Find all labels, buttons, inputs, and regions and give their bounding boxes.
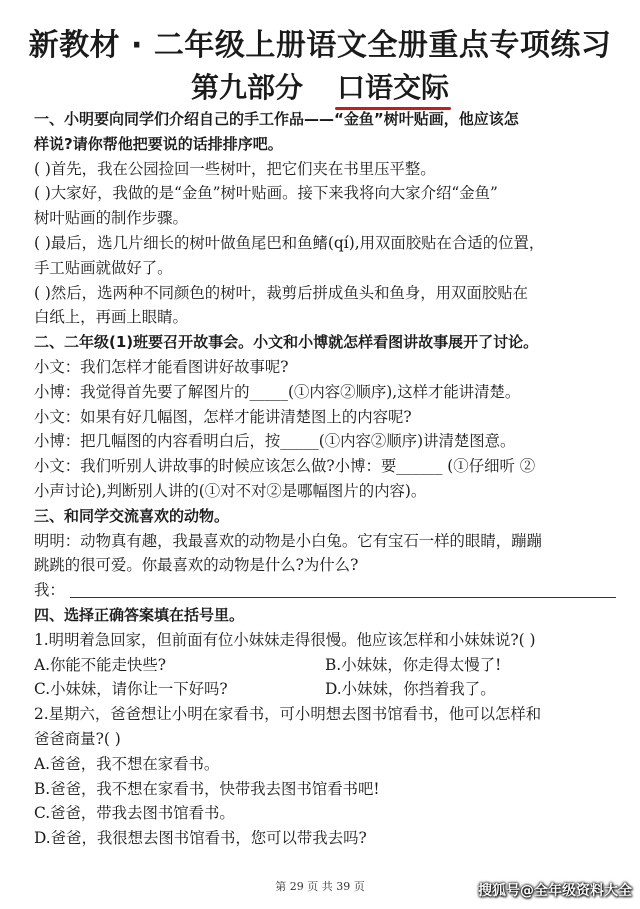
option-b: B.小妹妹，你走得太慢了! xyxy=(325,655,502,674)
sequence-item-cont: 白纸上，再画上眼睛。 xyxy=(34,308,188,327)
section-4-heading: 四、选择正确答案填在括号里。 xyxy=(34,605,245,624)
sequence-item: ( )首先，我在公园捡回一些树叶，把它们夹在书里压平整。 xyxy=(34,159,436,178)
question-1-options-row xyxy=(34,653,616,678)
dialogue-line: 小博：把几幅图的内容看明白后，按_____(①内容②顺序)讲清楚图意。 xyxy=(34,432,516,451)
sequence-item-cont: 手工贴画就做好了。 xyxy=(34,258,173,277)
section-1-heading: 一、小明要向同学们介绍自己的手工作品——“金鱼”树叶贴画，他应该怎 xyxy=(34,110,519,128)
dialogue-line: 小博：我觉得首先要了解图片的_____(①内容②顺序),这样才能讲清楚。 xyxy=(34,382,521,401)
option-b: B.爸爸，我不想在家看书，快带我去图书馆看书吧! xyxy=(34,779,380,798)
sequence-item: ( )然后，选两种不同颜色的树叶，裁剪后拼成鱼头和鱼身，用双面胶贴在 xyxy=(34,283,529,302)
question-1-options-row xyxy=(34,677,616,702)
option-d: D.小妹妹，你挡着我了。 xyxy=(325,680,496,699)
prompt-line-cont: 跳跳的很可爱。你最喜欢的动物是什么?为什么? xyxy=(34,556,359,575)
section-1-heading-cont: 样说?请你帮他把要说的话排排序吧。 xyxy=(34,134,283,153)
question-1: 1.明明着急回家，但前面有位小妹妹走得很慢。他应该怎样和小妹妹说?( ) xyxy=(34,630,536,649)
part-number: 第九部分 xyxy=(190,71,303,104)
part-topic: 口语交际 xyxy=(337,66,449,106)
section-2-heading: 二、二年级(1)班要召开故事会。小文和小博就怎样看图讲故事展开了讨论。 xyxy=(34,333,539,352)
watermark: 搜狐号@全年级资料大全 xyxy=(478,883,632,899)
option-a: A.你能不能走快些? xyxy=(34,655,166,674)
dialogue-line: 小文：我们怎样才能看图讲好故事呢? xyxy=(34,357,289,376)
answer-row xyxy=(34,578,616,603)
section-3-heading: 三、和同学交流喜欢的动物。 xyxy=(34,506,230,525)
answer-blank-line[interactable] xyxy=(70,597,616,598)
option-c: C.小妹妹，请你让一下好吗? xyxy=(34,680,228,699)
dialogue-line: 小文：我们听别人讲故事的时候应该怎么做?小博：要______ (①仔细听 ② xyxy=(34,457,536,476)
question-2-cont: 爸爸商量?( ) xyxy=(34,729,121,748)
document-title: 新教材 · 二年级上册语文全册重点专项练习 xyxy=(28,28,612,63)
dialogue-line-cont: 小声讨论),判断别人讲的(①对不对②是哪幅图片的内容)。 xyxy=(34,481,427,500)
option-c: C.爸爸，带我去图书馆看书。 xyxy=(34,804,235,823)
prompt-line: 明明：动物真有趣，我最喜欢的动物是小白兔。它有宝石一样的眼睛，蹦蹦 xyxy=(34,531,542,550)
option-d: D.爸爸，我很想去图书馆看书，您可以带我去吗? xyxy=(34,829,367,848)
sequence-item: ( )最后，选几片细长的树叶做鱼尾巴和鱼鳍(qí),用双面胶贴在合适的位置， xyxy=(34,233,545,252)
question-2: 2.星期六，爸爸想让小明在家看书，可小明想去图书馆看书，他可以怎样和 xyxy=(34,705,542,724)
dialogue-line: 小文：如果有好几幅图，怎样才能讲清楚图上的内容呢? xyxy=(34,407,412,426)
sequence-item-cont: 树叶贴画的制作步骤。 xyxy=(34,209,188,228)
sequence-item: ( )大家好，我做的是“金鱼”树叶贴画。接下来我将向大家介绍“金鱼” xyxy=(34,184,498,203)
page-number: 第 29 页 共 39 页 xyxy=(275,880,365,893)
part-heading xyxy=(0,66,640,106)
answer-label: 我： xyxy=(34,581,65,600)
option-a: A.爸爸，我不想在家看书。 xyxy=(34,754,220,773)
worksheet-content xyxy=(34,107,616,851)
